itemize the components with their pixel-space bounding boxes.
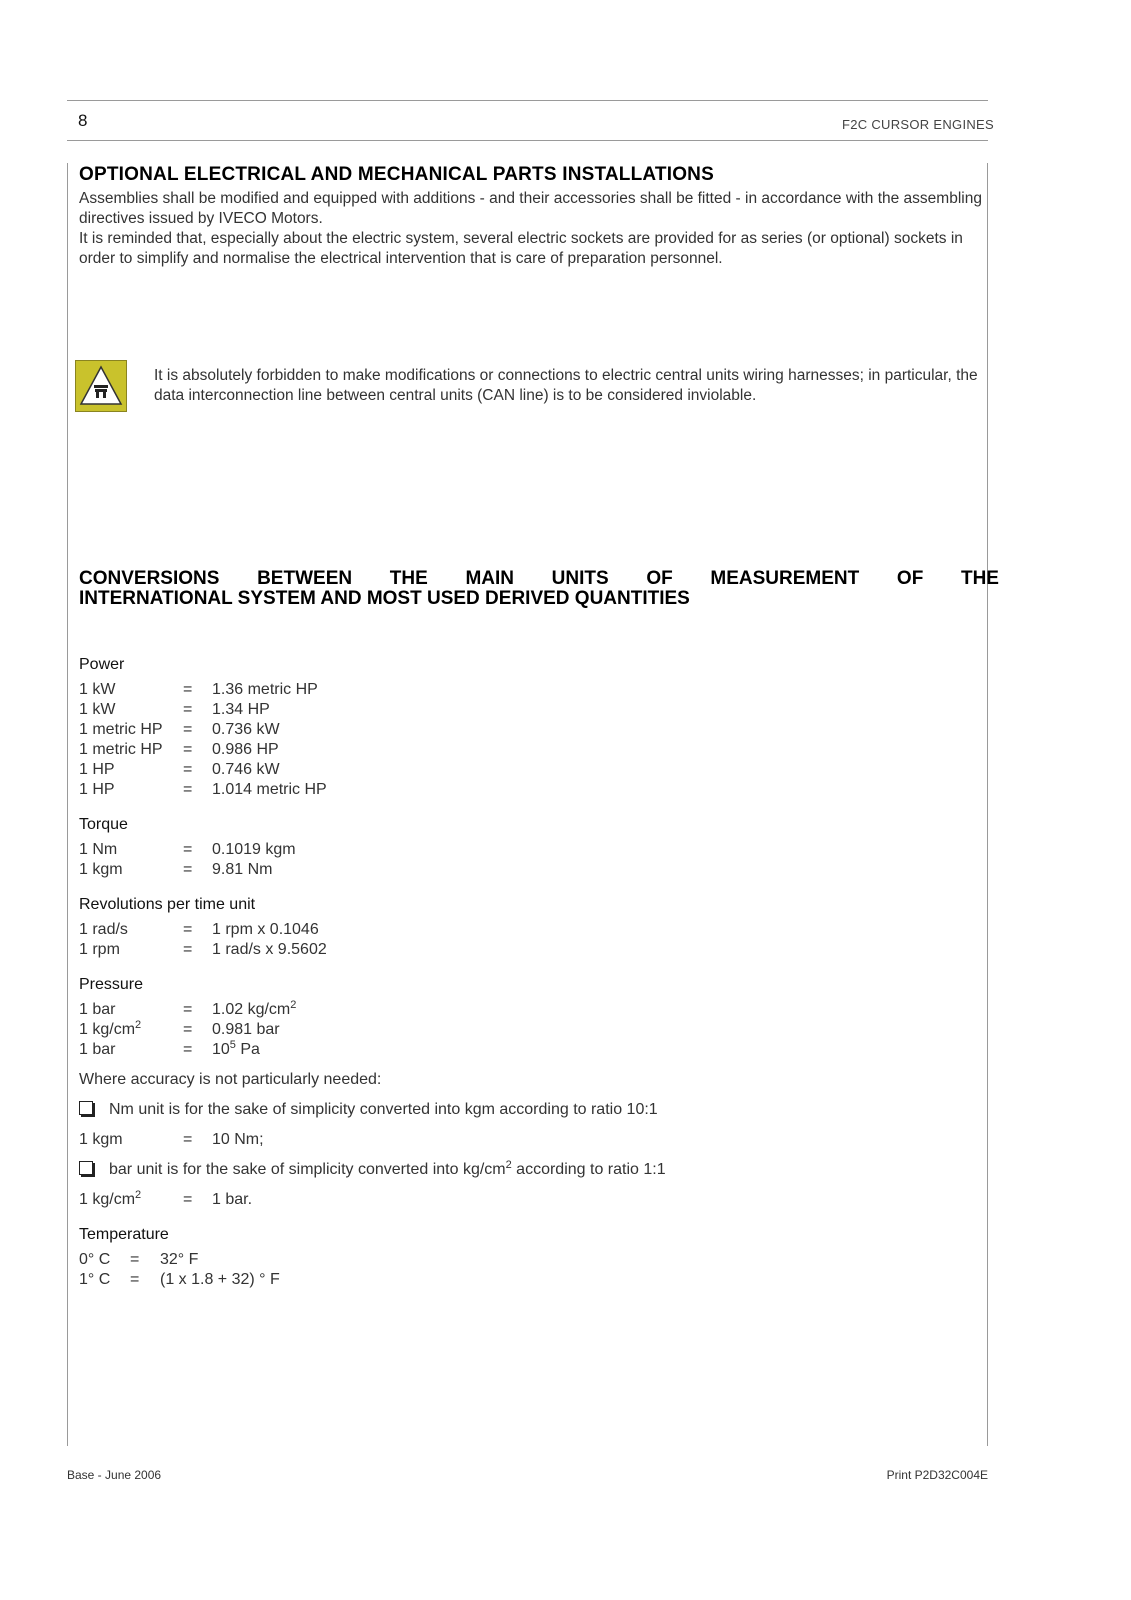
accuracy-bullet-1: Nm unit is for the sake of simplicity converted into kgm according to ratio 10:1 — [79, 1101, 658, 1119]
installations-heading: OPTIONAL ELECTRICAL AND MECHANICAL PARTS INSTALLATIONS — [79, 164, 714, 185]
checkbox-bullet-icon — [79, 1101, 93, 1115]
warning-triangle-icon — [76, 361, 126, 411]
left-margin-rule — [67, 163, 68, 1446]
header-top-rule — [67, 100, 988, 101]
installations-paragraph-2: It is reminded that, especially about the electric system, several electric sockets are provided for as series (or optional) sockets in order to simplify and normalise the electrical intervention that is care of preparation personnel. — [79, 230, 963, 267]
checkbox-bullet-icon — [79, 1161, 93, 1175]
warning-text: It is absolutely forbidden to make modifications or connections to electric central units wiring harnesses; in particular, the data interconnection line between central units (CAN line) is to be considered inviolable. — [154, 367, 978, 404]
torque-heading: Torque — [79, 816, 128, 833]
conversions-heading — [79, 569, 999, 609]
revolutions-heading: Revolutions per time unit — [79, 896, 256, 913]
temperature-heading: Temperature — [79, 1226, 169, 1243]
right-margin-rule — [987, 163, 988, 1446]
warning-icon — [75, 360, 127, 412]
installations-section — [79, 164, 999, 269]
accuracy-bullet-2: bar unit is for the sake of simplicity converted into $kg/cm^2$ according to ratio 1:1 — [79, 1161, 666, 1179]
power-heading: Power — [79, 656, 125, 673]
conversions-heading-line-1: CONVERSIONS BETWEEN THE MAIN UNITS OF MEASUREMENT OF THE — [79, 568, 999, 589]
header-bottom-rule — [67, 140, 988, 141]
pressure-heading: Pressure — [79, 976, 144, 993]
footer-left: Base - June 2006 — [67, 1468, 162, 1482]
installations-paragraph-1: Assemblies shall be modified and equipped with additions - and their accessories shall be fitted - in accordance with the assembling directives issued by IVECO Motors. — [79, 190, 982, 227]
header-title: F2C CURSOR ENGINES — [841, 117, 994, 132]
conversions-heading-line-2: INTERNATIONAL SYSTEM AND MOST USED DERIVED QUANTITIES — [79, 588, 690, 609]
footer-right: Print P2D32C004E — [886, 1468, 988, 1482]
page-number: 8 — [78, 111, 88, 130]
accuracy-note: Where accuracy is not particularly needed: — [79, 1071, 382, 1088]
